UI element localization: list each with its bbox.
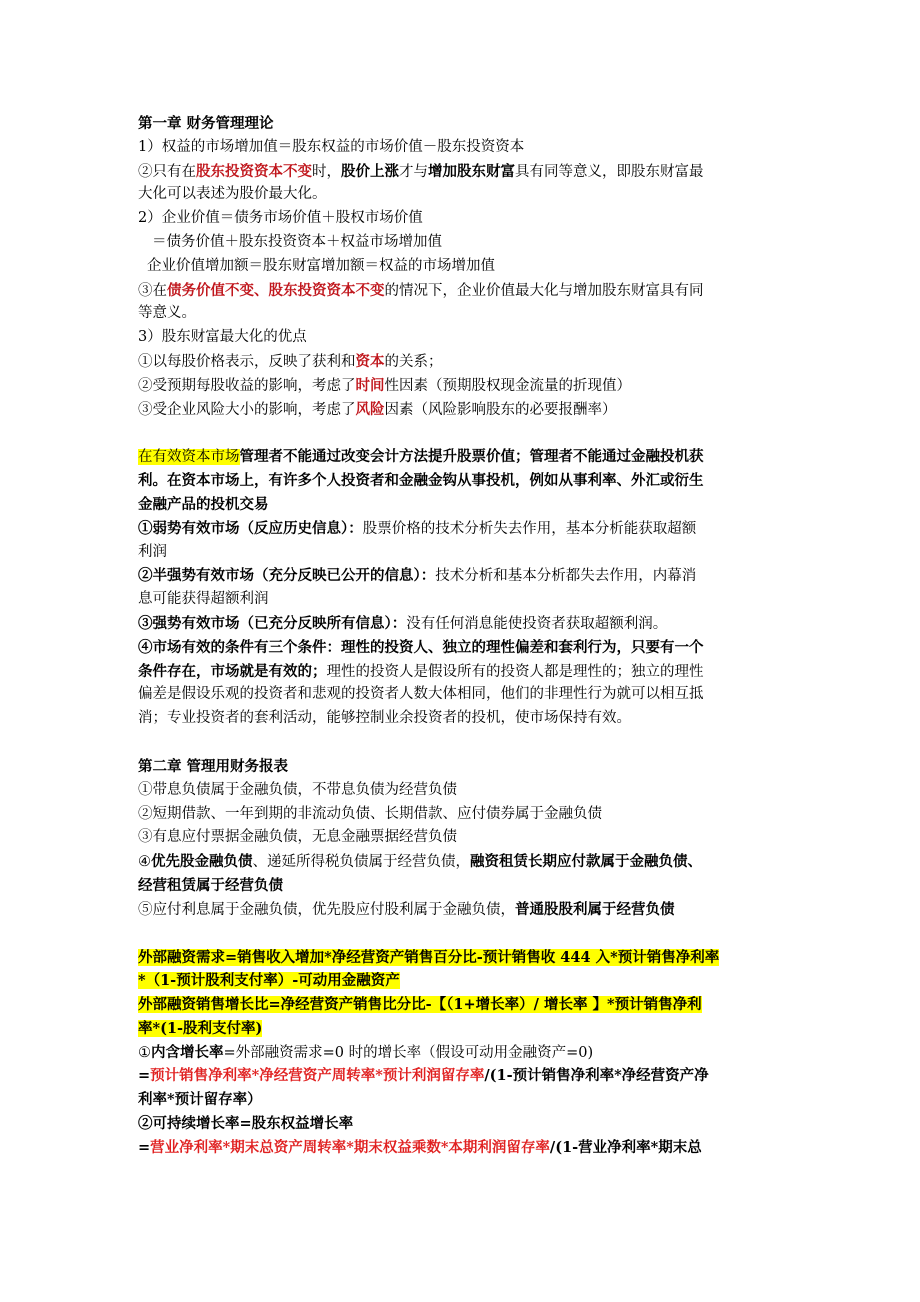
text-run: 具有同等意义，即股东财富最 (515, 163, 704, 180)
emphasis-bold: 普通股股利属于经营负债 (515, 900, 675, 918)
text-run: ③在 (138, 282, 167, 299)
emphasis-bold: ③强势有效市场（已充分反映所有信息）： (138, 614, 407, 632)
emphasis-bold: 条件存在，市场就是有效的； (138, 662, 327, 680)
text-run: 因素（风险影响股东的必要报酬率） (384, 401, 617, 418)
chapter-1-title: 第一章 财务管理理论 (138, 115, 274, 132)
section-gap (138, 731, 778, 755)
emphasis-red: 风险 (355, 400, 385, 418)
text-run: = (138, 1067, 151, 1085)
paragraph-line: 消；专业投资者的套利活动，能够控制业余投资者的投机，使市场保持有效。 (138, 710, 631, 727)
paragraph-line (138, 1064, 778, 1088)
paragraph-line: 偏差是假设乐观的投资者和悲观的投资者人数大体相同，他们的非理性行为就可以相互抵 (138, 686, 704, 703)
text-run: ⑤应付利息属于金融负债，优先股应付股利属于金融负债， (138, 901, 515, 918)
paragraph-line: 大化可以表述为股价最大化。 (138, 186, 327, 203)
paragraph-line (138, 850, 778, 874)
text-run: /(1-营业净利率*期末总 (549, 1138, 702, 1156)
paragraph-line: ①带息负债属于金融负债，不带息负债为经营负债 (138, 781, 457, 798)
paragraph-line: 经营租赁属于经营负债 (138, 876, 283, 894)
text-run: = (138, 1138, 151, 1156)
highlight-text: 在有效资本市场 (138, 449, 240, 466)
paragraph-line (138, 445, 778, 469)
paragraph-line (138, 517, 778, 541)
emphasis-bold: 优先股金融负债 (151, 853, 253, 871)
text-run: ②只有在 (138, 163, 196, 180)
emphasis-bold: 增加股东财富 (428, 162, 515, 180)
highlight-text: *（1-预计股利支付率）-可动用金融资产 (138, 972, 400, 990)
paragraph-line: 金融产品的投机交易 (138, 495, 269, 513)
text-run: 的情况下，企业价值最大化与增加股东财富具有同 (384, 282, 704, 299)
text-run: /(1-预计销售净利率*净经营资产净 (484, 1067, 709, 1085)
paragraph-line: ②可持续增长率=股东权益增长率 (138, 1115, 354, 1133)
paragraph-line (138, 1017, 778, 1041)
text-run: 的关系； (384, 353, 443, 370)
paragraph-line (138, 160, 778, 184)
text-run: 时， (312, 163, 341, 180)
text-run: =外部融资需求=0 时的增长率（假设可动用金融资产=0) (223, 1044, 594, 1061)
text-run: ①以每股价格表示，反映了获利和 (138, 353, 356, 370)
text-run: 技术分析和基本分析都失去作用，内幕消 (435, 568, 697, 585)
emphasis-red: 预计销售净利率*净经营资产周转率*预计利润留存率 (150, 1067, 485, 1085)
emphasis-red: 时间 (355, 376, 385, 394)
highlight-text: 外部融资需求=销售收入增加*净经营资产销售百分比-预计销售收 444 入*预计销售净利率 (138, 948, 720, 966)
paragraph-line: ＝债务价值＋股东投资资本＋权益市场增加值 (152, 233, 442, 250)
paragraph-line: 3）股东财富最大化的优点 (138, 329, 307, 346)
text-run: 性因素（预期股权现金流量的折现值） (384, 377, 631, 394)
paragraph-line: 利。在资本市场上，有许多个人投资者和金融金钩从事投机，例如从事利率、外汇或衍生 (138, 472, 704, 490)
paragraph-line (138, 946, 778, 970)
paragraph-line: 1）权益的市场增加值＝股东权益的市场价值－股东投资资本 (138, 138, 525, 155)
section-gap (138, 922, 778, 946)
emphasis-bold: ②半强势有效市场（充分反映已公开的信息）： (138, 567, 436, 585)
paragraph-line (138, 398, 778, 422)
emphasis-bold: 内含增长率 (151, 1043, 224, 1061)
paragraph-line (138, 898, 778, 922)
emphasis-red: 股东投资资本不变 (196, 162, 312, 180)
paragraph-line (138, 374, 778, 398)
paragraph-line: 企业价值增加额＝股东财富增加额＝权益的市场增加值 (147, 257, 495, 274)
highlight-text: 率*(1-股利支付率) (138, 1019, 263, 1037)
paragraph-line (138, 564, 778, 588)
emphasis-bold: 股价上涨 (341, 162, 399, 180)
paragraph-line: ③有息应付票据金融负债，无息金融票据经营负债 (138, 829, 457, 846)
chapter-2-title: 第二章 管理用财务报表 (138, 757, 289, 775)
text-run: 才与 (399, 163, 428, 180)
text-run: ④ (138, 854, 151, 871)
paragraph-line: 2）企业价值＝债务市场价值＋股权市场价值 (138, 210, 423, 227)
paragraph-line (138, 969, 778, 993)
emphasis-red: 债务价值不变、股东投资资本不变 (167, 281, 385, 299)
paragraph-line: ②短期借款、一年到期的非流动负债、长期借款、应付债券属于金融负债 (138, 805, 602, 822)
text-run: 没有任何消息能使投资者获取超额利润。 (406, 615, 668, 632)
paragraph-line: 等意义。 (138, 305, 196, 322)
section-gap (138, 421, 778, 445)
text-run: ③受企业风险大小的影响，考虑了 (138, 401, 356, 418)
text-run: ②受预期每股收益的影响，考虑了 (138, 377, 356, 394)
paragraph-line (138, 279, 778, 303)
text-run: 股票价格的技术分析失去作用，基本分析能获取超额 (362, 520, 697, 537)
document-page (138, 112, 778, 1160)
paragraph-line: 利率*预计留存率） (138, 1091, 262, 1109)
emphasis-red: 资本 (355, 352, 385, 370)
paragraph-line: 利润 (138, 543, 167, 560)
emphasis-bold: ①弱势有效市场（反应历史信息）： (138, 519, 363, 537)
paragraph-line: ④市场有效的条件有三个条件：理性的投资人、独立的理性偏差和套利行为，只要有一个 (138, 638, 704, 656)
emphasis-bold: 融资租赁长期应付款属于金融负债、 (470, 853, 702, 871)
text-run: 理性的投资人是假设所有的投资人都是理性的；独立的理性 (326, 663, 704, 680)
emphasis-red: 营业净利率*期末总资产周转率*期末权益乘数*本期利润留存率 (150, 1138, 550, 1156)
paragraph-line (138, 993, 778, 1017)
emphasis-bold: 管理者不能通过改变会计方法提升股票价值；管理者不能通过金融投机获 (239, 448, 704, 466)
text-run: 、递延所得税负债属于经营负债， (252, 854, 470, 871)
paragraph-line (138, 350, 778, 374)
highlight-text: 外部融资销售增长比=净经营资产销售比分比-【（1+增长率）/ 增长率 】*预计销售净利 (138, 996, 702, 1014)
paragraph-line (138, 660, 778, 684)
paragraph-line (138, 1041, 778, 1065)
paragraph-line (138, 1136, 778, 1160)
paragraph-line: 息可能获得超额利润 (138, 591, 269, 608)
text-run: ① (138, 1044, 151, 1061)
paragraph-line (138, 612, 778, 636)
